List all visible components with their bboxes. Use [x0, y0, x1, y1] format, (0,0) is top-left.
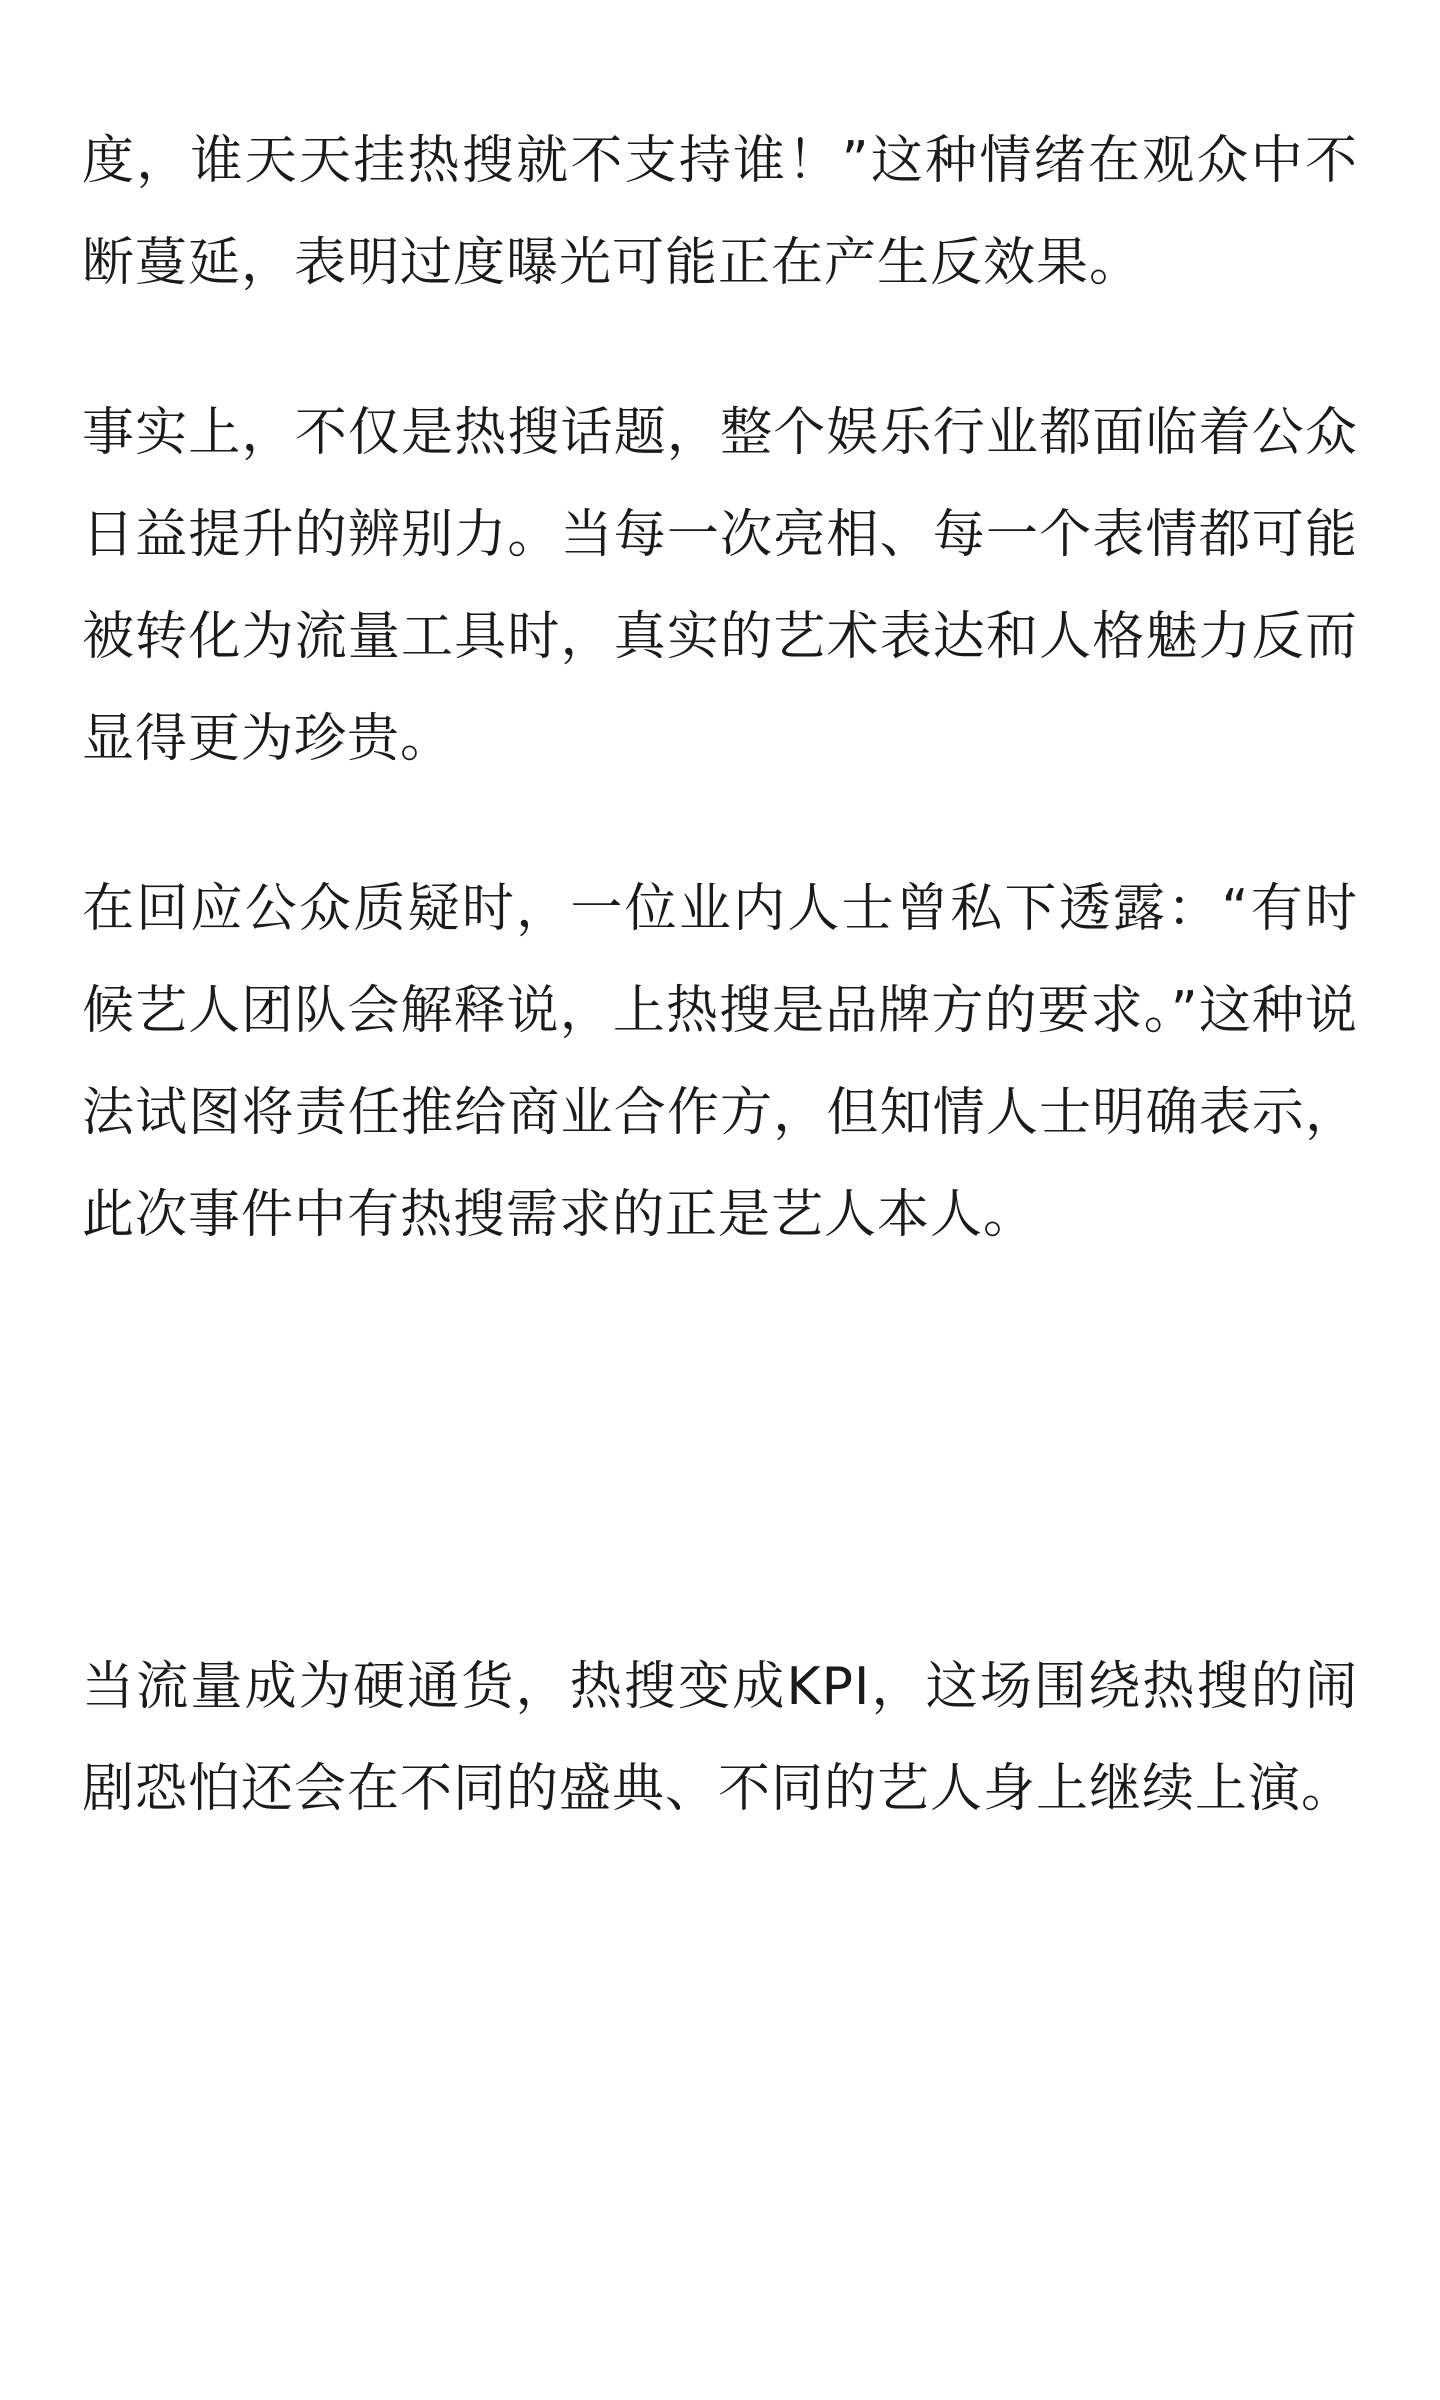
paragraph-audience-sentiment: 度，谁天天挂热搜就不支持谁！”这种情绪在观众中不断蔓延，表明过度曝光可能正在产生反效果。 [82, 131, 1358, 293]
paragraph-conclusion: 当流量成为硬通货，热搜变成KPI，这场围绕热搜的闹剧恐怕还会在不同的盛典、不同的艺人身上继续上演。 [82, 1657, 1358, 1819]
article-body [82, 110, 1358, 1840]
paragraph-public-discernment: 事实上，不仅是热搜话题，整个娱乐行业都面临着公众日益提升的辨别力。当每一次亮相、每一个表情都可能被转化为流量工具时，真实的艺术表达和人格魅力反而显得更为珍贵。 [82, 403, 1358, 769]
paragraph-insider-response: 在回应公众质疑时，一位业内人士曾私下透露：“有时候艺人团队会解释说，上热搜是品牌方的要求。”这种说法试图将责任推给商业合作方，但知情人士明确表示，此次事件中有热搜需求的正是艺人本人。 [82, 879, 1358, 1245]
